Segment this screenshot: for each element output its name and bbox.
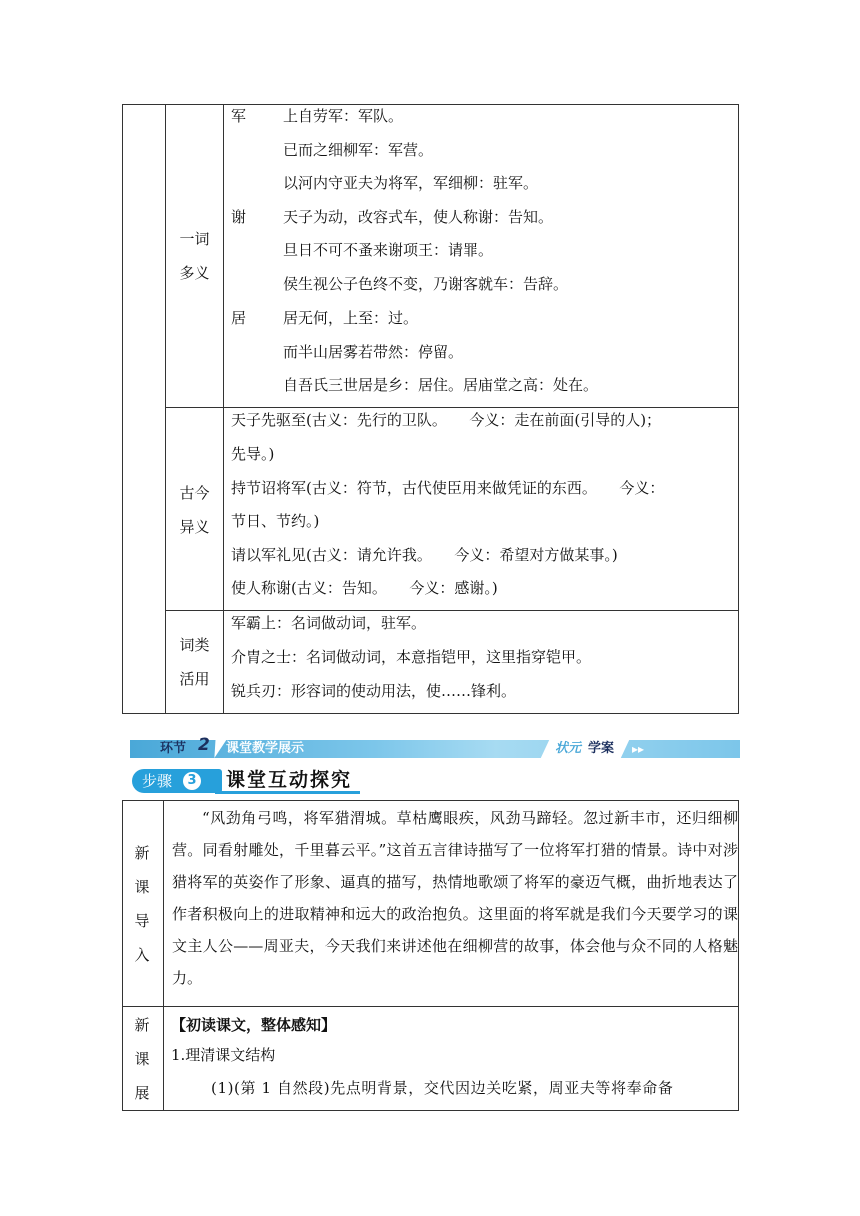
polysemy-line: 自吾氏三世居是乡：居住。居庙堂之高：处在。: [283, 376, 599, 394]
intro-label: 新 课 导 入: [134, 844, 150, 964]
polysemy-line: 已而之细柳军：军营。: [283, 141, 434, 159]
polysemy-line: 而半山居雾若带然：停留。: [283, 343, 464, 361]
step-label: 步骤: [142, 772, 173, 790]
table-border-top: [122, 104, 739, 105]
polysemy-line: 居无何，上至：过。: [283, 309, 419, 327]
development-heading: 【初读课文，整体感知】: [171, 1016, 337, 1034]
table-col-divider-2: [223, 104, 224, 714]
polysemy-line: 上自劳军：军队。: [283, 107, 404, 125]
polysemy-line: 旦日不可不蚤来谢项王：请罪。: [283, 241, 494, 259]
step-number-badge: 3: [183, 772, 201, 790]
polysemy-line: 以河内守亚夫为将军，军细柳：驻军。: [283, 174, 539, 192]
banner-arrows-icon: ▸▸: [632, 742, 645, 756]
table-border-bottom: [122, 713, 739, 714]
table-border-left: [122, 104, 123, 714]
table-border-right: [738, 104, 739, 714]
banner-brand-a: 状元: [555, 741, 582, 756]
ancient-modern-line: 天子先驱至(古义：先行的卫队。 今义：走在前面(引导的人)；: [231, 411, 662, 429]
banner-title: 课堂教学展示: [226, 741, 305, 756]
ancient-modern-line: 使人称谢(古义：告知。 今义：感谢。): [231, 579, 498, 597]
banner-prefix: 环节: [160, 741, 187, 756]
part-of-speech-line: 介胄之士：名词做动词，本意指铠甲，这里指穿铠甲。: [231, 648, 592, 666]
step-title: 课堂互动探究: [226, 769, 353, 791]
ancient-modern-line: 节日、节约。): [231, 512, 320, 530]
banner-brand-b: 学案: [588, 741, 615, 756]
table-row-divider-2: [165, 610, 739, 611]
table2-border-top: [122, 800, 739, 801]
table2-col-divider: [163, 800, 164, 1111]
polysemy-key: 谢: [231, 208, 247, 226]
polysemy-key: 军: [231, 107, 247, 125]
ancient-modern-line: 先导。): [231, 445, 275, 463]
development-label: 新 课 展: [134, 1016, 150, 1102]
intro-paragraph: “风劲角弓鸣，将军猎渭城。草枯鹰眼疾，风劲马蹄轻。忽过新丰市，还归细柳营。同看射雕处，千里暮云平。”这首五言律诗描写了一位将军打猎的情景。诗中对涉猎将军的英姿作了形象、逼真的描写，热情地歌颂了将军的豪迈气概，曲折地表达了作者积极向上的进取精神和远大的政治抱负。这里面的将军就是我们今天要学习的课文主人公——周亚夫，今天我们来讲述他在细柳营的故事，体会他与众不同的人格魅力。: [172, 809, 738, 987]
row-label-polysemy: 一词 多义: [179, 230, 210, 282]
development-item-1: 1.理清课文结构: [171, 1046, 276, 1064]
part-of-speech-line: 锐兵刃：形容词的使动用法，使……锋利。: [231, 682, 517, 700]
part-of-speech-line: 军霸上：名词做动词，驻军。: [231, 614, 427, 632]
ancient-modern-line: 请以军礼见(古义：请允许我。 今义：希望对方做某事。): [231, 546, 618, 564]
table2-border-right: [738, 800, 739, 1111]
polysemy-line: 天子为动，改容式车，使人称谢：告知。: [283, 208, 554, 226]
polysemy-line: 侯生视公子色终不变，乃谢客就车：告辞。: [283, 275, 569, 293]
table2-border-bottom: [122, 1110, 739, 1111]
table-row-divider-1: [165, 407, 739, 408]
table2-row-divider: [122, 1006, 739, 1007]
ancient-modern-line: 持节诏将军(古义：符节，古代使臣用来做凭证的东西。 今义：: [231, 479, 665, 497]
banner-number: 2: [198, 735, 210, 755]
row-label-part-of-speech: 词类 活用: [179, 636, 210, 688]
development-item-2: (1)(第 1 自然段)先点明背景，交代因边关吃紧，周亚夫等将奉命备: [211, 1079, 674, 1097]
row-label-ancient-modern: 古今 异义: [179, 484, 210, 536]
polysemy-key: 居: [231, 309, 247, 327]
table-col-divider-1: [165, 104, 166, 714]
